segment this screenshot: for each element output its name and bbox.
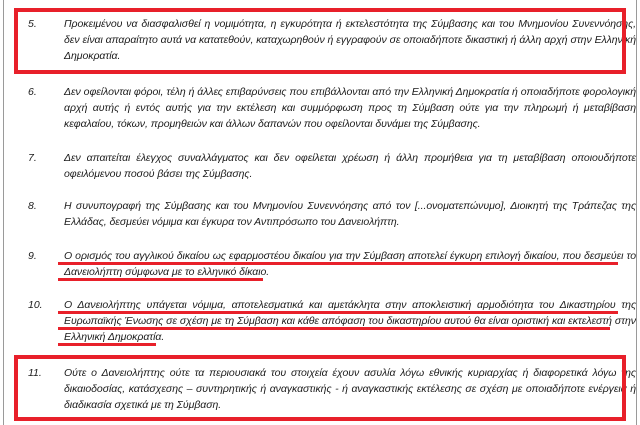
red-underline bbox=[58, 311, 618, 314]
clause-number: 8. bbox=[28, 200, 37, 212]
clause-text: Δεν οφείλονται φόροι, τέλη ή άλλες επιβαρύνσεις που επιβάλλονται από την Ελληνική Δημοκρατία ή οποιαδήποτε φορολογική αρχή αυτής ή εντός αυτής για την εκτέλεση και συμμόρφωση προς τη Σύμβαση ούτε για την πληρωμή ή μεταβίβαση κεφαλαίου, τόκων, προμηθειών και άλλων δαπανών που οφείλονται δυνάμει της Σύμβασης. bbox=[64, 86, 636, 130]
red-underline bbox=[58, 262, 618, 265]
page-right-edge bbox=[636, 0, 637, 425]
clause-number: 5. bbox=[28, 18, 37, 30]
clause-text: Ο Δανειολήπτης υπάγεται νόμιμα, αποτελεσματικά και αμετάκλητα στην αποκλειστική αρμοδιότητα του Δικαστηρίου της Ευρωπαϊκής Ένωσης σε σχέση με τη Σύμβαση και κάθε απόφαση του δικαστηρίου αυτού θα είναι οριστική και εκτελεστή στην Ελληνική Δημοκρατία. bbox=[64, 299, 636, 343]
clause-number: 10. bbox=[28, 299, 43, 311]
clause-number: 7. bbox=[28, 152, 37, 164]
clause-text: Προκειμένου να διασφαλισθεί η νομιμότητα, η εγκυρότητα ή εκτελεστότητα της Σύμβασης και του Μνημονίου Συνεννόησης, δεν είναι απαραίτητο αυτά να κατατεθούν, καταχωρηθούν ή εγγραφούν σε οποιαδήποτε δικαστική ή άλλη αρχή στην Ελληνική Δημοκρατία. bbox=[64, 18, 636, 62]
red-underline bbox=[58, 278, 263, 281]
clause-text: Ούτε ο Δανειολήπτης ούτε τα περιουσιακά του στοιχεία έχουν ασυλία λόγω εθνικής κυριαρχίας ή διαφορετικά λόγω της δικαιοδοσίας, κατάσχεσης – συντηρητικής ή αναγκαστικής - ή αναγκαστικής εκτέλεσης σε σχέση με οποιαδήποτε ενέργεια ή διαδικασία σχετικά με τη Σύμβαση. bbox=[64, 367, 636, 411]
red-highlight-box-clause-5 bbox=[14, 8, 626, 74]
clause-text: Ο ορισμός του αγγλικού δικαίου ως εφαρμοστέου δικαίου για την Σύμβαση αποτελεί έγκυρη επιλογή δικαίου, που δεσμεύει το Δανειολήπτη σύμφωνα με το ελληνικό δίκαιο. bbox=[64, 250, 636, 278]
page-left-edge bbox=[3, 0, 4, 425]
clause-number: 6. bbox=[28, 86, 37, 98]
red-underline bbox=[58, 343, 156, 346]
clause-text: Δεν απαιτείται έλεγχος συναλλάγματος και δεν οφείλεται χρέωση ή άλλη προμήθεια για τη μεταβίβαση οποιουδήποτε οφειλόμενου ποσού βάσει της Σύμβασης. bbox=[64, 152, 636, 180]
red-underline bbox=[58, 327, 610, 330]
clause-number: 11. bbox=[28, 367, 42, 379]
red-highlight-box-clause-11 bbox=[14, 355, 626, 421]
clause-number: 9. bbox=[28, 250, 37, 262]
clause-text: Η συνυπογραφή της Σύμβασης και του Μνημονίου Συνεννόησης από τον [...ονοματεπώνυμο], Διοικητή της Τράπεζας της Ελλάδας, δεσμεύει νόμιμα και έγκυρα τον Αντιπρόσωπο του Δανειολήπτη. bbox=[64, 200, 636, 228]
